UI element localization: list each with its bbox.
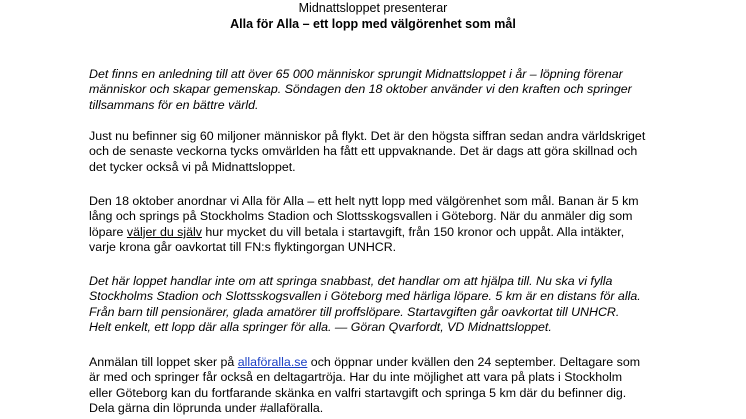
event-paragraph (89, 194, 669, 256)
document-title: Alla för Alla – ett lopp med välgörenhet som mål (230, 17, 516, 31)
text-fragment: Anmälan till loppet sker på (89, 355, 238, 369)
text-line: är med och springer får också en deltagartröja. Har du inte möjlighet att vara på plats i Stockholm (89, 370, 623, 385)
refugees-paragraph (89, 129, 669, 175)
intro-paragraph (89, 67, 669, 113)
text-line (89, 355, 669, 370)
text-line: eller Göteborg kan du fortfarande skänka en valfri startavgift och springa 5 km där du befinner dig. (89, 385, 627, 400)
text-fragment: löpare (89, 224, 127, 239)
text-line: Helt enkelt, ett lopp där alla springer för alla. — Göran Qvarfordt, VD Midnattsloppet. (89, 320, 552, 335)
text-line: Det finns en anledning till att över 65 000 människor sprungit Midnattsloppet i år – löpning förenar (89, 67, 623, 81)
text-line: lång och springs på Stockholms Stadion och Slottsskogsvallen i Göteborg. När du anmäler dig som (89, 209, 633, 224)
underlined-text: väljer du själv (126, 224, 202, 239)
text-line: det tycker också vi på Midnattsloppet. (89, 159, 296, 174)
signup-link[interactable]: allaföralla.se (237, 355, 308, 369)
text-line: människor och skapar gemenskap. Söndagen den 18 oktober använder vi den kraften och springer (89, 82, 632, 97)
text-line: Dela gärna din löprunda under #allaföralla. (89, 401, 324, 416)
quote-paragraph (89, 274, 669, 336)
text-line: tillsammans för en bättre värld. (89, 97, 259, 112)
text-line: varje krona går oavkortat till FN:s flyktingorgan UNHCR. (89, 240, 397, 255)
text-line (89, 225, 669, 240)
text-fragment: och öppnar under kvällen den 24 september. Deltagare som (307, 355, 641, 369)
text-line: Just nu befinner sig 60 miljoner människor på flykt. Det är den högsta siffran sedan andra världskriget (89, 129, 646, 143)
text-line: och de senaste veckorna tycks omvärlden ha fått ett uppvaknande. Det är dags att göra skillnad och (89, 144, 638, 159)
text-line: Från barn till pensionärer, glada amatörer till proffslöpare. Startavgiften går oavkortat till UNHCR. (89, 304, 620, 319)
text-line: Den 18 oktober anordnar vi Alla för Alla – ett helt nytt lopp med välgörenhet som mål. Banan är 5 km (89, 194, 639, 208)
text-line: Det här loppet handlar inte om att springa snabbast, det handlar om att hjälpa till. Nu ska vi fylla (89, 274, 613, 288)
kicker-line: Midnattsloppet presenterar (298, 1, 448, 15)
text-line: Stockholms Stadion och Slottsskogsvallen i Göteborg med härliga löpare. 5 km är en distans för alla. (89, 289, 641, 304)
text-fragment: hur mycket du vill betala i startavgift, från 150 kronor och uppåt. Alla intäkter, (201, 224, 625, 239)
signup-paragraph (89, 355, 669, 417)
